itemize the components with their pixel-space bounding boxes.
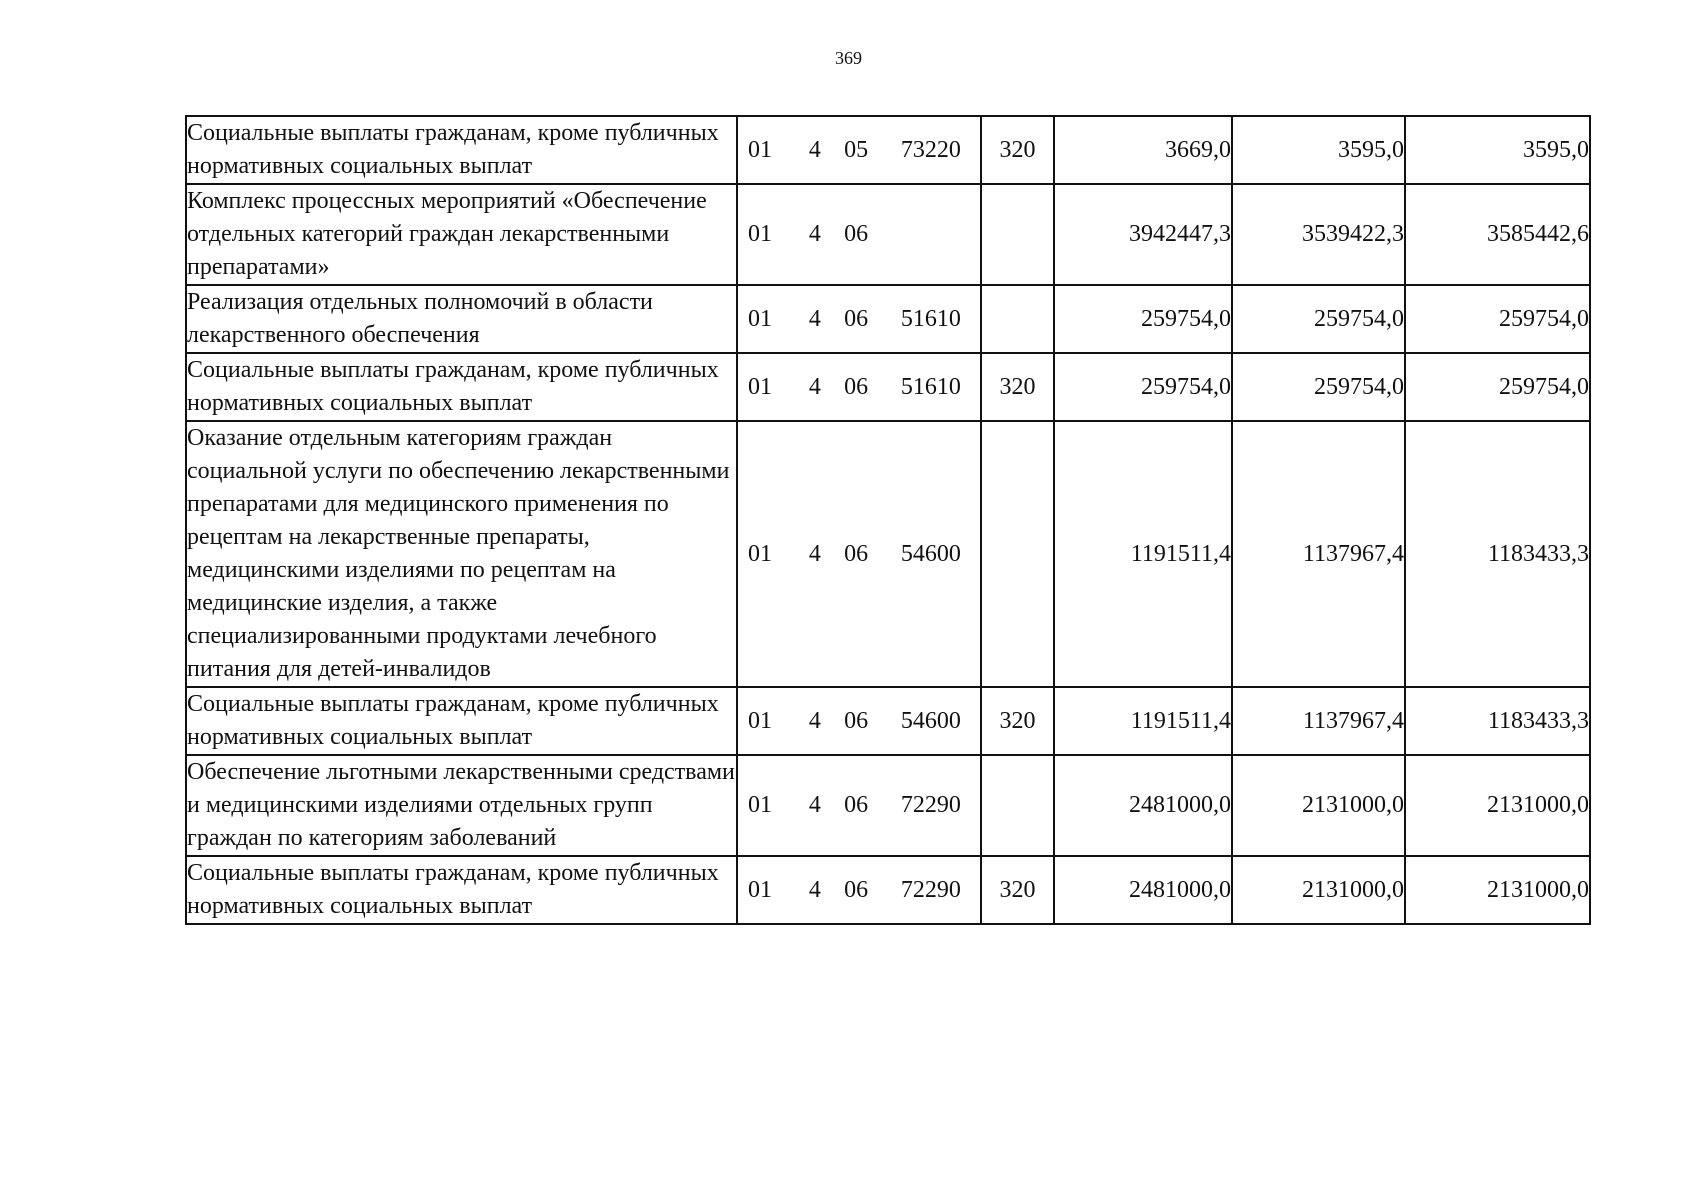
- amount-year-2: 259754,0: [1232, 353, 1405, 421]
- expense-type: [981, 184, 1054, 285]
- row-name: Реализация отдельных полномочий в области лекарственного обеспечения: [186, 285, 737, 353]
- table-row: [186, 755, 1590, 856]
- amount-year-3: 2131000,0: [1405, 856, 1590, 924]
- expense-type: 320: [981, 687, 1054, 755]
- row-name: Оказание отдельным категориям граждан социальной услуги по обеспечению лекарственными препаратами для медицинского применения по рецептам на лекарственные препараты, медицинскими изделиями по рецептам на медицинские изделия, а также специализированными продуктами лечебного питания для детей-инвалидов: [186, 421, 737, 687]
- row-name: Комплекс процессных мероприятий «Обеспечение отдельных категорий граждан лекарственными препаратами»: [186, 184, 737, 285]
- code-structure: 06: [844, 876, 869, 903]
- table-row: [186, 184, 1590, 285]
- amount-year-1: 3942447,3: [1054, 184, 1232, 285]
- code-direction: 72290: [900, 876, 961, 903]
- amount-year-3: 3595,0: [1405, 116, 1590, 184]
- code-structure: 06: [844, 305, 869, 332]
- code-type: 4: [808, 707, 821, 734]
- code-type: 4: [808, 792, 821, 818]
- row-name: Обеспечение льготными лекарственными средствами и медицинскими изделиями отдельных групп граждан по категориям заболеваний: [186, 755, 737, 856]
- row-name: Социальные выплаты гражданам, кроме публичных нормативных социальных выплат: [186, 116, 737, 184]
- row-name: Социальные выплаты гражданам, кроме публичных нормативных социальных выплат: [186, 856, 737, 924]
- table-row: [186, 285, 1590, 353]
- amount-year-2: 2131000,0: [1232, 755, 1405, 856]
- target-article-code: [737, 687, 981, 755]
- code-structure: 06: [844, 373, 869, 400]
- amount-year-3: 1183433,3: [1405, 421, 1590, 687]
- code-structure: 06: [844, 707, 869, 734]
- expense-type: 320: [981, 856, 1054, 924]
- code-program: 01: [748, 792, 772, 818]
- code-program: 01: [748, 876, 772, 903]
- expense-type: 320: [981, 353, 1054, 421]
- amount-year-2: 1137967,4: [1232, 421, 1405, 687]
- code-structure: 05: [844, 136, 869, 163]
- table-row: [186, 856, 1590, 924]
- amount-year-2: 1137967,4: [1232, 687, 1405, 755]
- amount-year-3: 3585442,6: [1405, 184, 1590, 285]
- expense-type: [981, 285, 1054, 353]
- code-direction: 51610: [900, 305, 961, 332]
- row-name: Социальные выплаты гражданам, кроме публичных нормативных социальных выплат: [186, 687, 737, 755]
- table-row: [186, 687, 1590, 755]
- amount-year-3: 259754,0: [1405, 353, 1590, 421]
- code-direction: 73220: [900, 136, 961, 163]
- target-article-code: [737, 184, 981, 285]
- code-structure: 06: [844, 221, 869, 247]
- target-article-code: [737, 856, 981, 924]
- code-program: 01: [748, 373, 772, 400]
- target-article-code: [737, 421, 981, 687]
- code-direction: 54600: [900, 540, 961, 567]
- amount-year-2: 259754,0: [1232, 285, 1405, 353]
- amount-year-3: 259754,0: [1405, 285, 1590, 353]
- table-row: [186, 353, 1590, 421]
- amount-year-1: 259754,0: [1054, 285, 1232, 353]
- amount-year-1: 259754,0: [1054, 353, 1232, 421]
- page-number: 369: [835, 48, 862, 68]
- code-type: 4: [808, 221, 821, 247]
- budget-table: [185, 115, 1591, 925]
- expense-type: [981, 755, 1054, 856]
- code-type: 4: [808, 373, 821, 400]
- amount-year-2: 2131000,0: [1232, 856, 1405, 924]
- code-type: 4: [808, 305, 821, 332]
- row-name: Социальные выплаты гражданам, кроме публичных нормативных социальных выплат: [186, 353, 737, 421]
- amount-year-1: 1191511,4: [1054, 421, 1232, 687]
- code-program: 01: [748, 707, 772, 734]
- code-structure: 06: [844, 792, 869, 818]
- target-article-code: [737, 116, 981, 184]
- amount-year-2: 3539422,3: [1232, 184, 1405, 285]
- amount-year-1: 3669,0: [1054, 116, 1232, 184]
- target-article-code: [737, 755, 981, 856]
- table-row: [186, 421, 1590, 687]
- expense-type: 320: [981, 116, 1054, 184]
- table-row: [186, 116, 1590, 184]
- amount-year-1: 2481000,0: [1054, 856, 1232, 924]
- code-direction: 72290: [900, 792, 961, 818]
- code-type: 4: [808, 136, 821, 163]
- code-structure: 06: [844, 540, 869, 567]
- amount-year-3: 2131000,0: [1405, 755, 1590, 856]
- code-program: 01: [748, 136, 772, 163]
- code-direction: 54600: [900, 707, 961, 734]
- amount-year-3: 1183433,3: [1405, 687, 1590, 755]
- code-program: 01: [748, 305, 772, 332]
- amount-year-2: 3595,0: [1232, 116, 1405, 184]
- code-direction: 51610: [900, 373, 961, 400]
- code-type: 4: [808, 540, 821, 567]
- code-program: 01: [748, 540, 772, 567]
- target-article-code: [737, 285, 981, 353]
- target-article-code: [737, 353, 981, 421]
- code-type: 4: [808, 876, 821, 903]
- amount-year-1: 2481000,0: [1054, 755, 1232, 856]
- code-program: 01: [748, 221, 772, 247]
- expense-type: [981, 421, 1054, 687]
- amount-year-1: 1191511,4: [1054, 687, 1232, 755]
